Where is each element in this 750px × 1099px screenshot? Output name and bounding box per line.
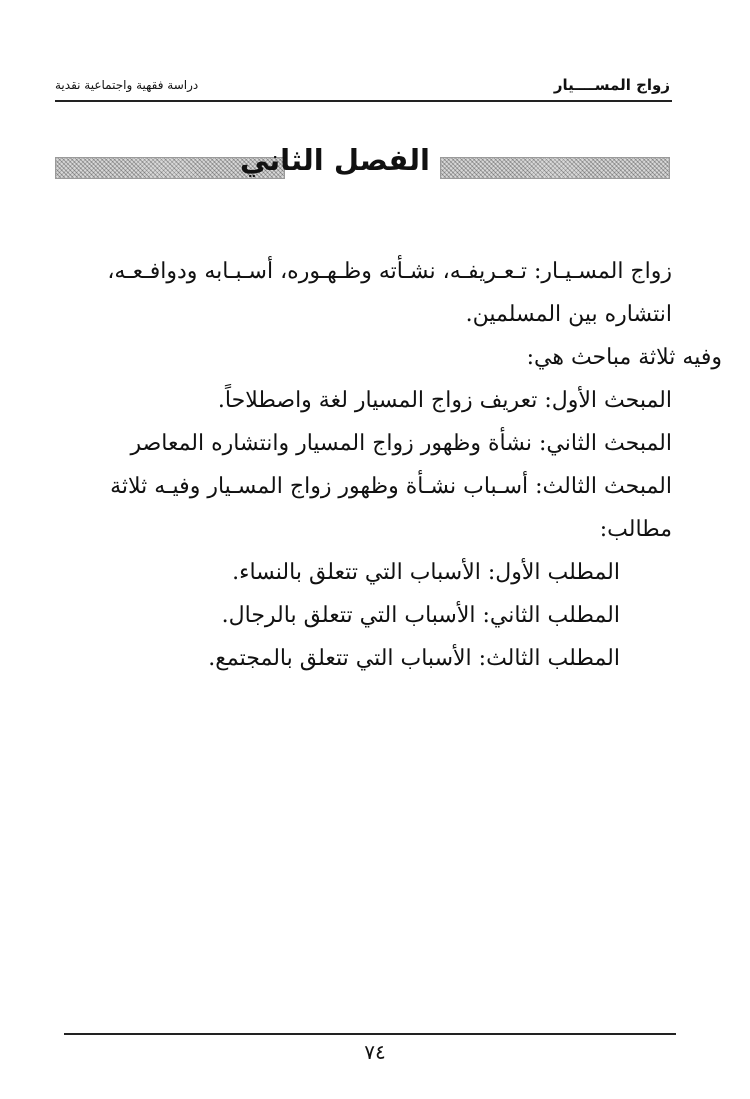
book-title: زواج المســــيار (553, 76, 670, 94)
intro-line: انتشاره بين المسلمين. (465, 302, 672, 327)
subsection-item: المطلب الأول: الأسباب التي تتعلق بالنساء. (232, 560, 620, 585)
sections-intro: وفيه ثلاثة مباحث هي: (526, 345, 722, 370)
chapter-heading-band (55, 143, 670, 189)
chapter-title: الفصل الثاني (239, 143, 430, 177)
page-number: ٧٤ (364, 1040, 386, 1064)
header-divider (55, 100, 672, 102)
subsection-item: المطلب الثاني: الأسباب التي تتعلق بالرجال. (221, 603, 620, 628)
running-header (55, 76, 670, 98)
chapter-contents (60, 250, 722, 680)
section-item-continuation: مطالب: (599, 517, 672, 542)
section-item: المبحث الثالث: أسـباب نشـأة وظهور زواج المسـيار وفيـه ثلاثة (110, 474, 672, 499)
section-item: المبحث الأول: تعريف زواج المسيار لغة واصطلاحاً. (217, 388, 672, 413)
footer-divider (64, 1033, 676, 1035)
section-item: المبحث الثاني: نشأة وظهور زواج المسيار وانتشاره المعاصر (130, 431, 672, 456)
subsection-item: المطلب الثالث: الأسباب التي تتعلق بالمجتمع. (208, 646, 620, 671)
decorative-hatch-right (440, 157, 670, 179)
book-subtitle: دراسة فقهية واجتماعية نقدية (55, 78, 199, 92)
intro-line: زواج المسـيـار: تـعـريفـه، نشـأته وظـهـوره، أسـبـابه ودوافـعـه، (107, 259, 672, 284)
